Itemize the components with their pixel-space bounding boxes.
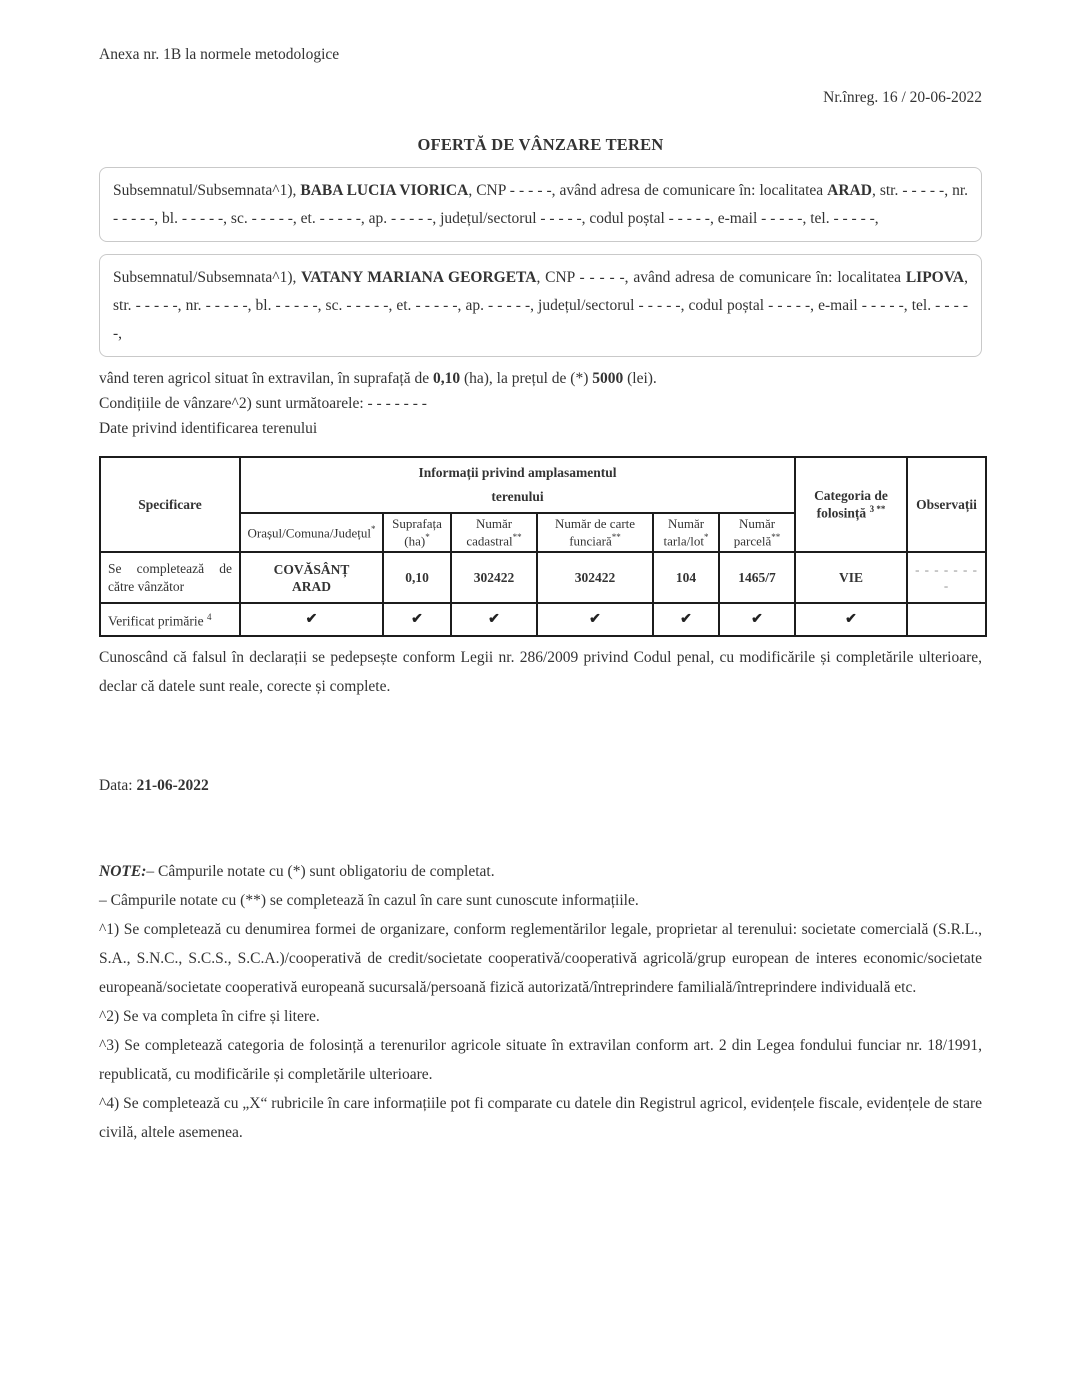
notes-section bbox=[99, 857, 982, 1147]
cell-suprafata: 0,10 bbox=[383, 552, 451, 603]
info-group-line1: Informații privind amplasamentul bbox=[418, 465, 617, 480]
table-row-verificat bbox=[100, 603, 986, 636]
col3-label: Număr de carte funciară bbox=[554, 516, 636, 549]
col0-marker: * bbox=[371, 524, 376, 534]
land-identification-table bbox=[99, 456, 987, 637]
col1-marker: * bbox=[425, 532, 430, 542]
col-header-suprafata bbox=[383, 513, 451, 552]
declaration-paragraph: Cunoscând că falsul în declarații se pedepsește conform Legii nr. 286/2009 privind Codul penal, cu modificările și completările ulterioare, declar că datele sunt reale, corecte și complete. bbox=[99, 648, 982, 695]
seller2-intro: Subsemnatul/Subsemnata^1), bbox=[113, 269, 302, 286]
seller2-name: VATANY MARIANA GEORGETA bbox=[301, 269, 537, 286]
cell-locality bbox=[240, 552, 383, 603]
col5-label: Număr parcelă bbox=[733, 516, 776, 549]
note-header-label: NOTE: bbox=[99, 862, 147, 880]
seller-row-label: Se completează de către vânzător bbox=[100, 552, 240, 603]
col-header-parcela bbox=[719, 513, 795, 552]
seller-box-1 bbox=[99, 167, 982, 242]
col1-label: Suprafața (ha) bbox=[392, 516, 442, 549]
col5-marker: ** bbox=[771, 532, 781, 542]
seller2-locality: LIPOVA bbox=[905, 269, 965, 286]
col-header-numar-cadastral bbox=[451, 513, 537, 552]
check-parcela: ✔ bbox=[719, 603, 795, 636]
note-header-text: – Câmpurile notate cu (*) sunt obligatoriu de completat. bbox=[146, 862, 495, 880]
col4-marker: * bbox=[703, 532, 709, 542]
sale-part3: (lei). bbox=[623, 370, 657, 387]
seller2-after-name: , CNP - - - - -, având adresa de comunicare în: bbox=[536, 269, 838, 286]
date-line bbox=[99, 777, 982, 795]
cell-locality-city: COVĂSÂNȚ bbox=[273, 561, 350, 577]
col2-marker: ** bbox=[512, 532, 522, 542]
note-2: ^2) Se va completa în cifre și litere. bbox=[99, 1007, 320, 1025]
col0-label: Orașul/Comuna/Județul bbox=[247, 525, 371, 541]
registration-number: Nr.înreg. 16 / 20-06-2022 bbox=[823, 89, 982, 106]
sale-statement bbox=[99, 366, 982, 391]
check-observatii-empty bbox=[907, 603, 986, 636]
sale-part1: vând teren agricol situat în extravilan, în suprafață de bbox=[99, 370, 433, 387]
check-cadastral: ✔ bbox=[451, 603, 537, 636]
note-double-asterisk: – Câmpurile notate cu (**) se completează în cazul în care sunt cunoscute informațiile. bbox=[99, 891, 639, 909]
table-row-seller bbox=[100, 552, 986, 603]
seller1-locality: ARAD bbox=[827, 182, 872, 199]
categoria-label: Categoria de folosință bbox=[814, 487, 888, 521]
info-group-line2: terenului bbox=[491, 489, 544, 504]
col-header-specificare: Specificare bbox=[100, 457, 240, 552]
seller1-details: , str. - - - - -, nr. - - - - -, bl. - - - - -, sc. - - - - -, et. - - - - -, ap. - - - - -, județul/sectorul - - - - -, codul poștal - - - - -, e-mail - - - - -, tel. - - - - -, bbox=[113, 182, 969, 227]
col2-label: Număr cadastral bbox=[466, 516, 513, 549]
cell-tarla-lot: 104 bbox=[653, 552, 719, 603]
note-4: ^4) Se completează cu „X“ rubricile în care informațiile pot fi comparate cu datele din Registrul agricol, evidențele fiscale, evidențele de stare civilă, altele asemenea. bbox=[99, 1094, 982, 1141]
check-carte-funciara: ✔ bbox=[537, 603, 653, 636]
seller-box-2 bbox=[99, 254, 982, 357]
cell-carte-funciara: 302422 bbox=[537, 552, 653, 603]
categoria-marker: 3 ** bbox=[869, 503, 886, 514]
land-id-heading: Date privind identificarea terenului bbox=[99, 420, 318, 437]
col-header-info-group bbox=[240, 457, 795, 513]
col4-label: Număr tarla/lot bbox=[663, 516, 705, 549]
verificat-label-marker: 4 bbox=[206, 612, 212, 623]
check-locality: ✔ bbox=[240, 603, 383, 636]
cell-numar-cadastral: 302422 bbox=[451, 552, 537, 603]
col-header-oras-comuna-judet bbox=[240, 513, 383, 552]
seller1-after-name: , CNP - - - - -, având adresa de comunicare în: localitatea bbox=[468, 182, 828, 199]
cell-categoria: VIE bbox=[795, 552, 907, 603]
col-header-categoria bbox=[795, 457, 907, 552]
page-title: OFERTĂ DE VÂNZARE TEREN bbox=[417, 135, 664, 154]
check-suprafata: ✔ bbox=[383, 603, 451, 636]
seller2-details: , str. - - - - -, nr. - - - - -, bl. - - - - -, sc. - - - - -, et. - - - - -, ap. - - - - -, județul/sectorul - - - - -, codul poștal - - - - -, e-mail - - - - -, tel. - - - - -, bbox=[113, 269, 968, 342]
seller1-name: BABA LUCIA VIORICA bbox=[300, 182, 469, 199]
verificat-label-text: Verificat primărie bbox=[108, 613, 204, 629]
col-header-observatii: Observații bbox=[907, 457, 986, 552]
verificat-row-label bbox=[100, 603, 240, 636]
seller1-intro: Subsemnatul/Subsemnata^1), bbox=[113, 182, 301, 199]
note-1: ^1) Se completează cu denumirea formei de organizare, conform reglementărilor legale, proprietar al terenului: societate comercială (S.R.L., S.A., S.N.C., S.C.S., S.C.A.)/cooperativă de credit/societate cooperativă/cooperativă agricolă/grup european de interes economic/societate europeană/societate cooperativă europeană sucursală/persoană fizică autorizată/întreprindere familială/întreprindere individuală etc. bbox=[99, 920, 982, 996]
cell-parcela: 1465/7 bbox=[719, 552, 795, 603]
col-header-carte-funciara bbox=[537, 513, 653, 552]
cell-observatii: - - - - - - - - bbox=[907, 552, 986, 603]
sale-section bbox=[99, 366, 982, 441]
date-value: 21-06-2022 bbox=[136, 776, 209, 794]
check-categoria: ✔ bbox=[795, 603, 907, 636]
note-3: ^3) Se completează categoria de folosință a terenurilor agricole situate în extravilan conform art. 2 din Legea fondului funciar nr. 18/1991, republicată, cu modificările și completările ulterioare. bbox=[99, 1036, 982, 1083]
col3-marker: ** bbox=[611, 532, 621, 542]
annex-note: Anexa nr. 1B la normele metodologice bbox=[99, 46, 340, 63]
check-tarla: ✔ bbox=[653, 603, 719, 636]
cell-locality-county: ARAD bbox=[292, 578, 331, 594]
date-label: Data: bbox=[99, 776, 137, 794]
sale-conditions: Condițiile de vânzare^2) sunt următoarele: - - - - - - - bbox=[99, 395, 427, 412]
sale-area-value: 0,10 bbox=[432, 370, 461, 387]
sale-price-value: 5000 bbox=[592, 370, 624, 387]
col-header-tarla-lot bbox=[653, 513, 719, 552]
note-header bbox=[99, 857, 982, 886]
seller2-locality-prefix: localitatea bbox=[837, 269, 906, 286]
sale-part2: (ha), la prețul de (*) bbox=[460, 370, 593, 387]
